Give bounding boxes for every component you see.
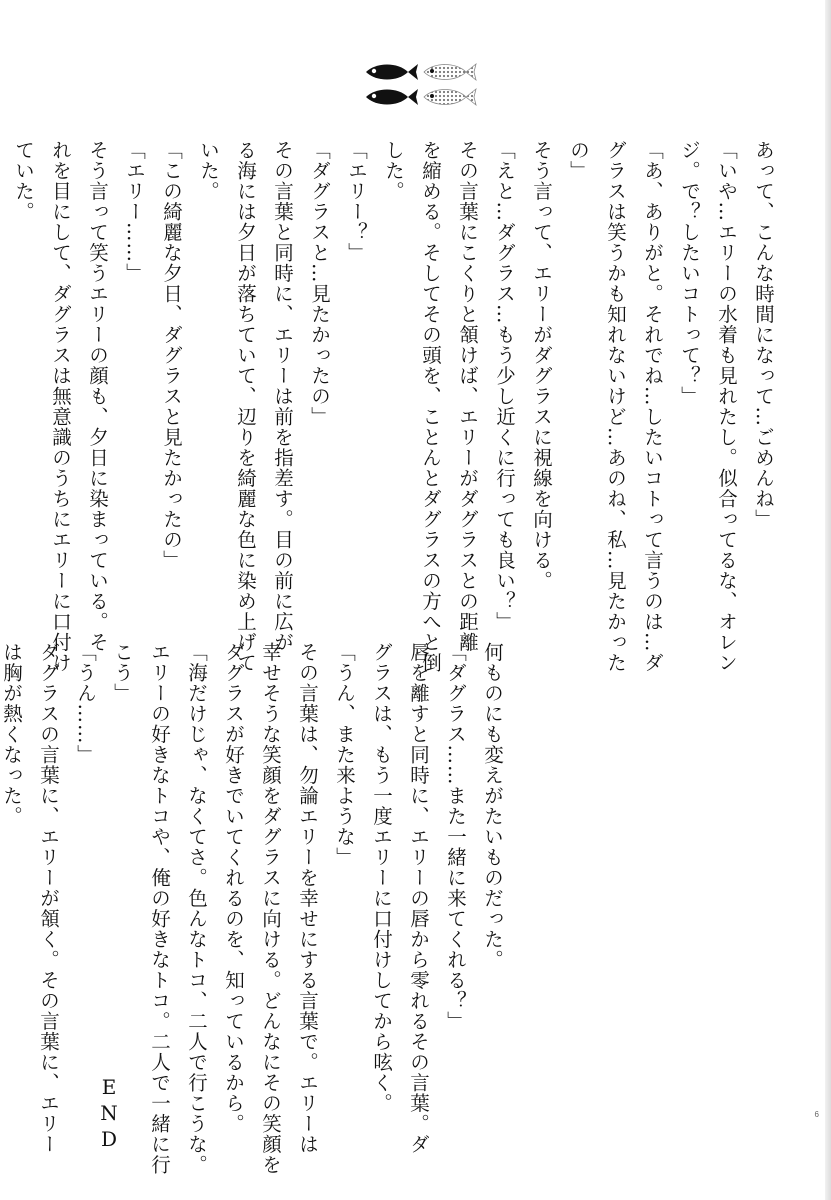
fish-dark-top-icon <box>366 64 418 80</box>
fish-dark-bottom-icon <box>366 89 418 105</box>
text-line: そう言って笑うエリーの顔も、夕日に染まっている。そ <box>86 140 109 653</box>
text-line: した。 <box>382 140 405 202</box>
text-line: その言葉と同時に、エリーは前を指差す。目の前に広が <box>271 140 294 653</box>
fish-light-top-icon <box>424 64 476 80</box>
end-mark: END <box>97 1075 121 1153</box>
fish-light-bottom-icon <box>424 89 476 105</box>
text-line: 「この綺麗な夕日、ダグラスと見たかったの」 <box>160 140 183 571</box>
text-line: 「いや…エリーの水着も見れたし。似合ってるな、オレン <box>715 140 738 673</box>
text-line: 「うん、また来ような」 <box>333 642 356 868</box>
text-line: 唇を離すと同時に、エリーの唇から零れるその言葉。ダ <box>407 642 430 1155</box>
text-line: ていた。 <box>12 140 35 222</box>
text-line: 「あ、ありがと。それでね…したいコトって言うのは…ダ <box>641 140 664 673</box>
text-line: 「海だけじゃ、なくてさ。色んなトコ、二人で行こうな。 <box>185 642 208 1175</box>
text-line: を縮める。そしてその頭を、ことんとダグラスの方へと倒 <box>419 140 442 673</box>
text-line: あって、こんな時間になって…ごめんね」 <box>752 140 775 530</box>
text-line: る海には夕日が落ちていて、辺りを綺麗な色に染め上げて <box>234 140 257 673</box>
page-number: 6 <box>814 1110 819 1119</box>
text-line: 「ダグラス……また一緒に来てくれる？」 <box>444 642 467 1032</box>
text-line: 「エリー？」 <box>345 140 368 263</box>
text-line: エリーの好きなトコや、俺の好きなトコ。二人で一緒に行 <box>148 642 171 1175</box>
text-line: 幸せそうな笑顔をダグラスに向ける。どんなにその笑顔を <box>259 642 282 1175</box>
text-line: 「うん……」 <box>74 642 97 765</box>
text-line: れを目にして、ダグラスは無意識のうちにエリーに口付け <box>49 140 72 673</box>
text-line: そう言って、エリーがダグラスに視線を向ける。 <box>530 140 553 591</box>
text-line: その言葉にこくりと頷けば、エリーがダグラスとの距離 <box>456 140 479 653</box>
text-line: ダグラスの言葉に、エリーが頷く。その言葉に、エリー <box>37 642 60 1155</box>
text-line: の」 <box>567 140 590 181</box>
text-line <box>0 140 5 615</box>
text-line: 「ダグラスと…見たかったの」 <box>308 140 331 427</box>
text-line: いた。 <box>197 140 220 202</box>
page-edge <box>825 0 831 1200</box>
fish-pair-icon <box>362 58 478 112</box>
text-line: 何ものにも変えがたいものだった。 <box>481 642 504 970</box>
text-line: は胸が熱くなった。 <box>0 642 23 827</box>
text-line: グラスは、もう一度エリーに口付けしてから呟く。 <box>370 642 393 1114</box>
text-line: こう」 <box>111 642 134 704</box>
lower-text-column <box>0 642 511 1175</box>
text-line: その言葉は、勿論エリーを幸せにする言葉で。エリーは <box>296 642 319 1155</box>
text-line: ダグラスが好きでいてくれるのを、知っているから。 <box>222 642 245 1134</box>
text-line: 「エリー……」 <box>123 140 146 284</box>
text-line: ジ。で？したいコトって？」 <box>678 140 701 407</box>
text-line: 「えと…ダグラス…もう少し近くに行っても良い？」 <box>493 140 516 632</box>
text-line: グラスは笑うかも知れないけど…あのね、私…見たかった <box>604 140 627 673</box>
